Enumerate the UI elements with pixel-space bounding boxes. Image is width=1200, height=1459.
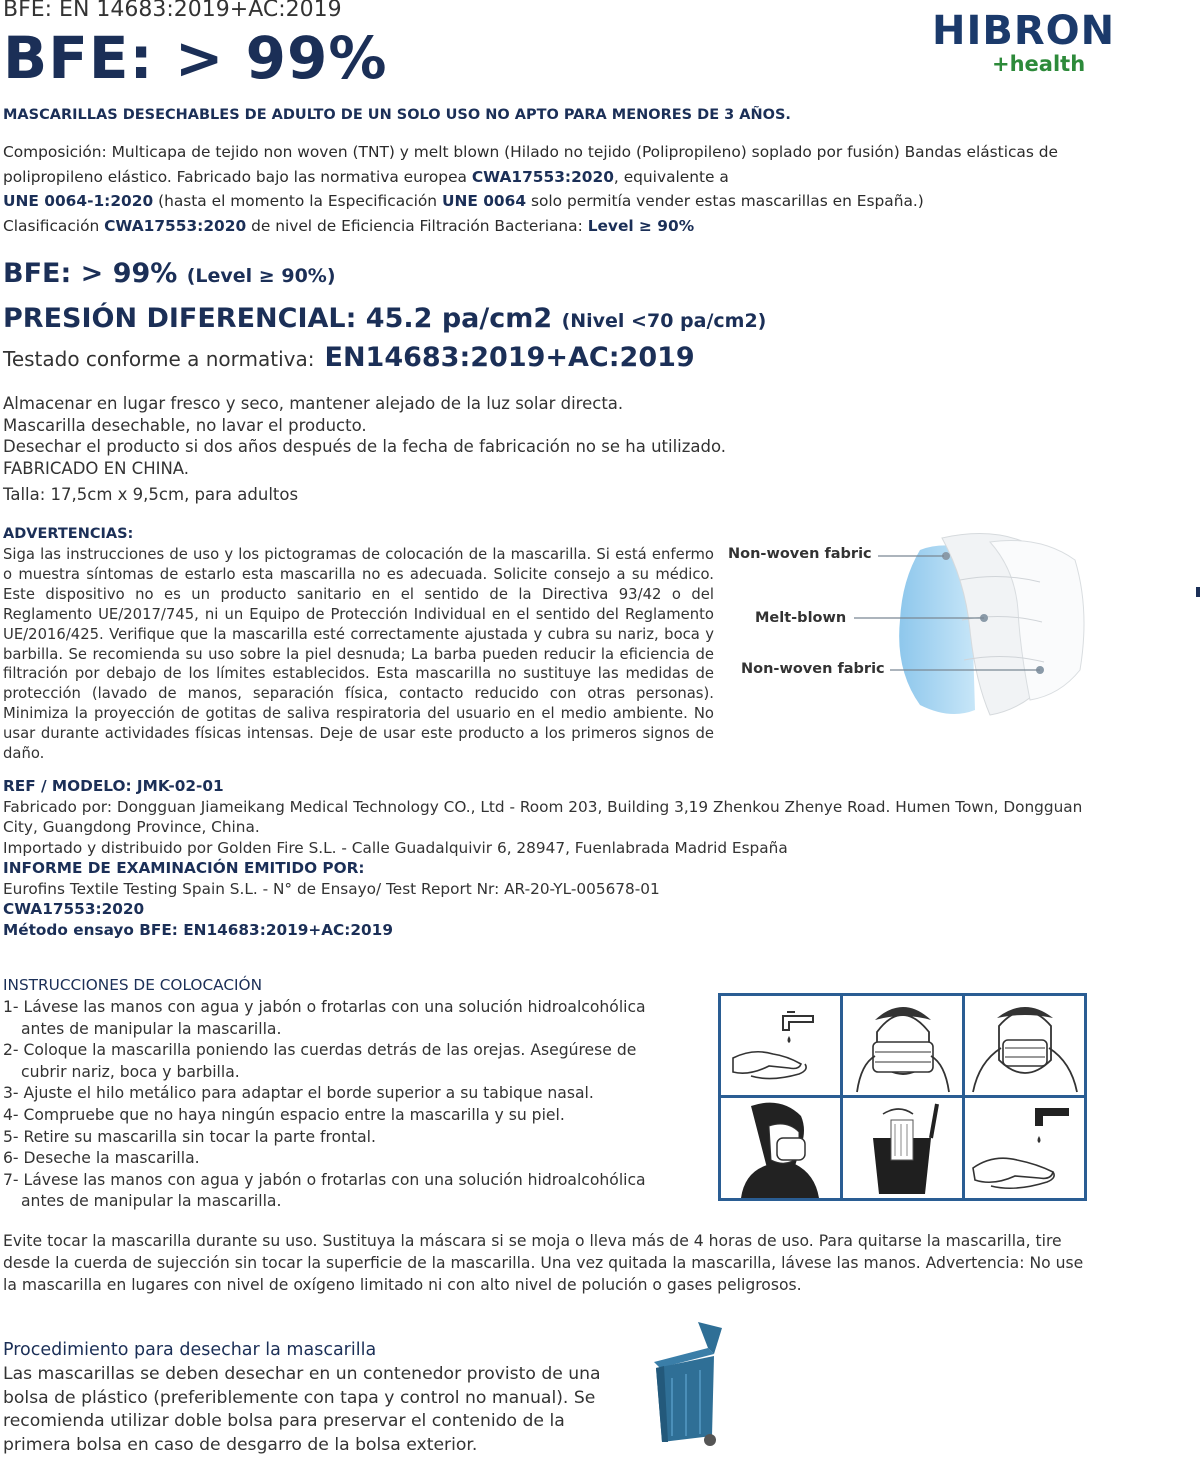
disposal-title: Procedimiento para desechar la mascarilla <box>3 1340 377 1360</box>
storage-notes <box>3 393 726 506</box>
edge-marker <box>1196 587 1200 597</box>
layer-label-inner: Non-woven fabric <box>741 661 885 677</box>
disposal-text: Las mascarillas se deben desechar en un contenedor provisto de una bolsa de plástico (preferiblemente con tapa y control no manual). Se recomienda utilizar doble bolsa para preservar el contenido de la primera bolsa en caso de desgarro de la bolsa exterior. <box>3 1364 601 1455</box>
warnings-title: ADVERTENCIAS: <box>3 526 134 542</box>
mask-on-face-icon <box>843 996 962 1095</box>
usage-warning: Evite tocar la mascarilla durante su uso. Sustituya la máscara si se moja o lleva más de 4 horas de uso. Para quitarse la mascarilla, tire desde la cuerda de sujección sin tocar la superficie de la mascarilla. Una vez quitada la mascarilla, lávese las manos. Advertencia: No use la mascarilla en lugares con nivel de oxígeno limitado ni con alto nivel de polución o gases peligrosos. <box>3 1232 1084 1294</box>
storage-line: Desechar el producto si dos años después de la fecha de fabricación no se ha utilizado. <box>3 437 727 456</box>
instruction-line: 4- Compruebe que no haya ningún espacio entre la mascarilla y su piel. <box>3 1105 565 1124</box>
instruction-line: 6- Deseche la mascarilla. <box>3 1149 200 1168</box>
composition-line-2: polipropileno elástico. Fabricado bajo las normativa europea CWA17553:2020, equivalente a <box>3 167 729 186</box>
pictogram-cell <box>843 996 962 1095</box>
layer-pointer-lines <box>850 540 1050 680</box>
instructions-list <box>3 997 703 1213</box>
composition-line-3: UNE 0064-1:2020 (hasta el momento la Especificación UNE 0064 solo permitía vender estas mascarillas en España.) <box>3 192 924 210</box>
bfe-spec: BFE: > 99% (Level ≥ 90%) <box>3 258 336 289</box>
instruction-line: antes de manipular la mascarilla. <box>21 1192 282 1211</box>
pictogram-grid <box>718 993 1087 1201</box>
instructions-title: INSTRUCCIONES DE COLOCACIÓN <box>3 976 263 994</box>
report-line: Eurofins Textile Testing Spain S.L. - N° de Ensayo/ Test Report Nr: AR-20-YL-005678-01 <box>3 879 660 898</box>
logo-sub: +health <box>992 52 1086 76</box>
age-warning: MASCARILLAS DESECHABLES DE ADULTO DE UN SOLO USO NO APTO PARA MENORES DE 3 AÑOS. <box>3 107 791 123</box>
mask-adjust-icon <box>965 996 1084 1095</box>
instruction-line: 1- Lávese las manos con agua y jabón o frotarlas con una solución hidroalcohólica <box>3 998 646 1016</box>
pictogram-cell <box>843 1098 962 1198</box>
maker-line: Fabricado por: Dongguan Jiameikang Medical Technology CO., Ltd - Room 203, Building 3,19 Zhenkou Zhenye Road. Humen Town, Dongguan <box>3 797 1083 816</box>
pictogram-cell <box>721 1098 840 1198</box>
warnings-text: Siga las instrucciones de uso y los pictogramas de colocación de la mascarilla. Si está enfermo o muestra síntomas de estarlo esta mascarilla no es adecuada. Solicite consejo a su médico. Este dispositivo no es un producto sanitario en el sentido de la Directiva 93/42 o del Reglamento UE/2017/745, ni un Equipo de Protección Individual en el sentido del Reglamento UE/2016/425. Verifique que la mascarilla esté correctamente ajustada y cubra su nariz, boca y barbilla. Se recomienda su uso sobre la piel desnuda; La barba pueden reducir la eficiencia de filtración por debajo de los límites establecidos. Esta mascarilla no sustituye las medidas de protección (lavado de manos, separación física, contacto reducido con otras personas). Minimiza la proyección de gotitas de saliva respiratoria del usuario en el medio ambiente. No usar durante actividades físicas intensas. Deje de usar este producto a los primeros signos de daño. <box>3 546 714 763</box>
method-line: Método ensayo BFE: EN14683:2019+AC:2019 <box>3 920 393 939</box>
brand-logo <box>932 8 1116 78</box>
instruction-line: 2- Coloque la mascarilla poniendo las cuerdas detrás de las orejas. Asegúrese de <box>3 1041 637 1060</box>
storage-line: Mascarilla desechable, no lavar el producto. <box>3 415 367 435</box>
masked-head-icon <box>721 1098 840 1198</box>
composition-block <box>3 140 1093 238</box>
header-headline: BFE: > 99% <box>3 24 388 92</box>
instruction-line: antes de manipular la mascarilla. <box>21 1019 282 1038</box>
header-standard: BFE: EN 14683:2019+AC:2019 <box>3 0 342 22</box>
pictogram-cell <box>721 996 840 1095</box>
storage-line: FABRICADO EN CHINA. <box>3 458 190 478</box>
report-title: INFORME DE EXAMINACIÓN EMITIDO POR: <box>3 859 365 877</box>
cwa-line: CWA17553:2020 <box>3 900 145 918</box>
reference-block <box>3 776 1098 940</box>
logo-word: HIBRON <box>932 8 1116 54</box>
importer-line: Importado y distribuido por Golden Fire S.L. - Calle Guadalquivir 6, 28947, Fuenlabrada Madrid España <box>3 838 788 857</box>
instruction-line: 5- Retire su mascarilla sin tocar la parte frontal. <box>3 1127 376 1146</box>
maker-line: City, Guangdong Province, China. <box>3 818 260 836</box>
instruction-line: 7- Lávese las manos con agua y jabón o frotarlas con una solución hidroalcohólica <box>3 1170 646 1189</box>
hand-wash-icon <box>721 996 840 1095</box>
pressure-spec: PRESIÓN DIFERENCIAL: 45.2 pa/cm2 (Nivel <70 pa/cm2) <box>3 303 767 334</box>
composition-line-1: Composición: Multicapa de tejido non woven (TNT) y melt blown (Hilado no tejido (Polipropileno) soplado por fusión) Bandas elásticas de <box>3 143 1059 161</box>
composition-line-4: Clasificación CWA17553:2020 de nivel de Eficiencia Filtración Bacteriana: Level ≥ 90% <box>3 216 695 235</box>
storage-line: Almacenar en lugar fresco y seco, mantener alejado de la luz solar directa. <box>3 394 624 413</box>
bin-disposal-icon <box>843 1098 962 1198</box>
layer-label-middle: Melt-blown <box>755 610 847 626</box>
model-ref: REF / MODELO: JMK-02-01 <box>3 777 224 795</box>
layer-label-outer: Non-woven fabric <box>728 546 872 562</box>
waste-bin-icon <box>648 1318 732 1448</box>
instruction-line: cubrir nariz, boca y barbilla. <box>21 1062 240 1081</box>
instruction-line: 3- Ajuste el hilo metálico para adaptar el borde superior a su tabique nasal. <box>3 1084 594 1103</box>
pictogram-cell <box>965 996 1084 1095</box>
pictogram-cell <box>965 1098 1084 1198</box>
size-line: Talla: 17,5cm x 9,5cm, para adultos <box>3 485 299 504</box>
tested-standard: Testado conforme a normativa: EN14683:2019+AC:2019 <box>3 342 695 373</box>
hand-wash-tap-icon <box>965 1098 1084 1198</box>
